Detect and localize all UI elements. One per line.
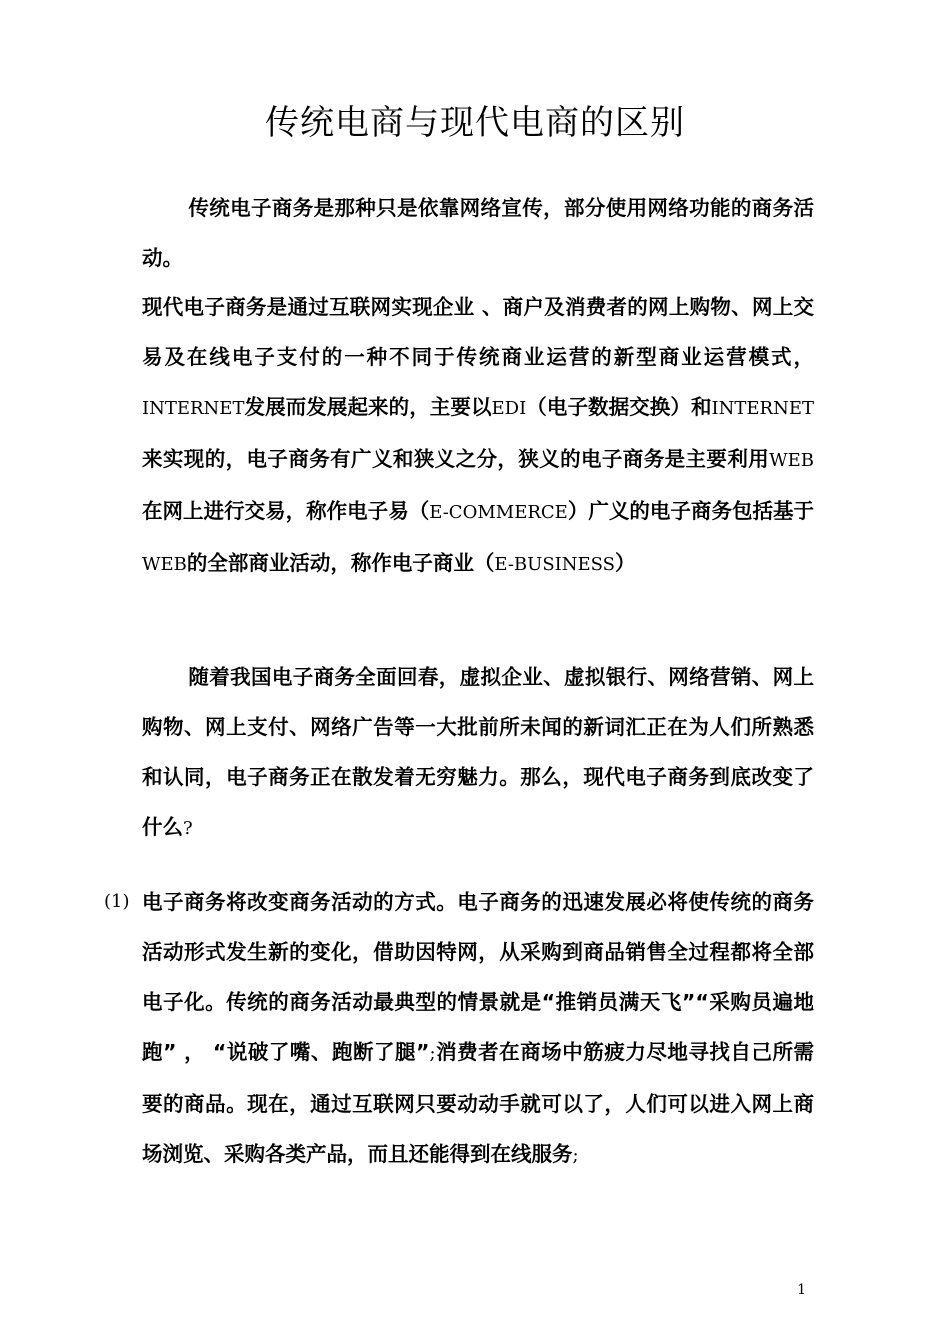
term-internet: INTERNET <box>711 398 815 419</box>
paragraph-text: ）广义的电子商务包括基于 <box>567 499 815 523</box>
term-edi: EDI <box>491 398 527 419</box>
document-title: 传统电商与现代电商的区别 <box>265 103 685 143</box>
semicolon: ; <box>572 1145 579 1166</box>
paragraph-text: 的全部商业活动，称作电子商业（ <box>186 551 495 575</box>
paragraph-text: 随着我国电子商务全面回春，虚拟企业、虚拟银行、网络营销、网上购物、网上支付、网络广告等一大批前所未闻的新词汇正在为人们所熟悉和认同，电子商务正在散发着无穷魅力。那么，现代电子商务到底改变了什么 <box>142 665 814 839</box>
semicolon: ; <box>429 1043 436 1064</box>
paragraph-text: 在网上进行交易，称作电子易（ <box>142 499 430 523</box>
paragraph-ecommerce-revival <box>142 652 814 854</box>
paragraph-text: 电子商务将改变商务活动的方式。电子商务的迅速发展必将使传统的商务活动形式发生新的变化，借助因特网，从采购到商品销售全过程都将全部电子化。传统的商务活动最典型的情景就是“推销员满天飞”“采购员遍地跑” ， “说破了嘴、跑断了腿” <box>142 890 814 1064</box>
list-item-change-business-activity <box>142 877 814 1181</box>
paragraph-text: （电子数据交换）和 <box>526 395 712 419</box>
list-number: (1) <box>104 891 130 912</box>
paragraph-traditional-ecommerce <box>142 183 814 283</box>
paragraph-modern-ecommerce <box>142 282 814 590</box>
term-web: WEB <box>142 554 187 575</box>
term-e-commerce: E-COMMERCE <box>429 502 568 523</box>
paragraph-text: 发展而发展起来的，主要以 <box>244 395 492 419</box>
question-mark: ? <box>183 818 193 839</box>
page-number: 1 <box>797 1282 806 1298</box>
term-e-business: E-BUSINESS <box>494 554 616 575</box>
paragraph-text: 传统电子商务是那种只是依靠网络宣传，部分使用网络功能的商务活动。 <box>142 196 814 270</box>
paragraph-text: 消费者在商场中筋疲力尽地寻找自己所需要的商品。现在，通过互联网只要动动手就可以了，人们可以进入网上商场浏览、采购各类产品，而且还能得到在线服务 <box>142 1040 814 1166</box>
paragraph-text: 来实现的，电子商务有广义和狭义之分，狭义的电子商务是主要利用 <box>142 447 770 471</box>
paragraph-text: 现代电子商务是通过互联网实现企业 、商户及消费者的网上购物、网上交易及在线电子支付的一种不同于传统商业运营的新型商业运营模式， <box>142 295 814 369</box>
paragraph-text: ） <box>615 551 636 575</box>
term-internet: INTERNET <box>142 398 245 419</box>
term-web: WEB <box>769 450 814 471</box>
